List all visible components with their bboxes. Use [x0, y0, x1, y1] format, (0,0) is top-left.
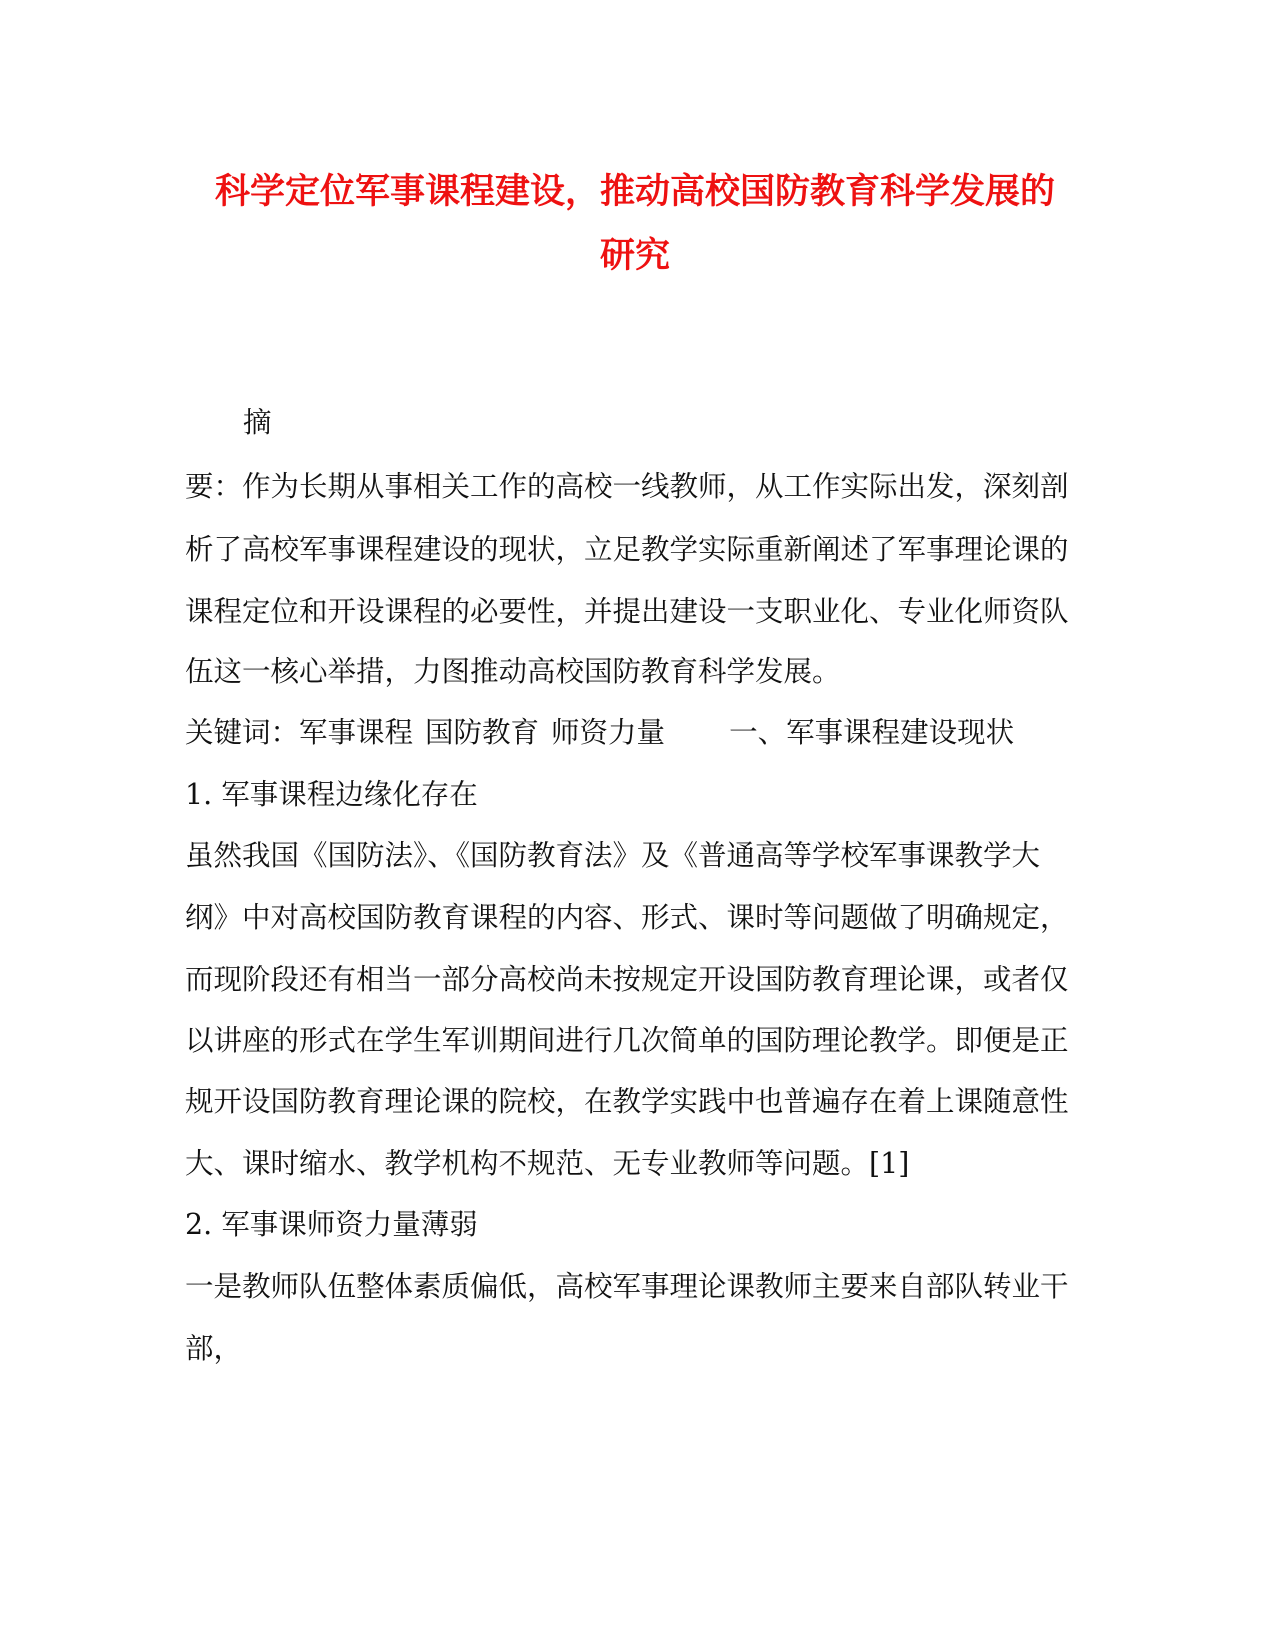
subsection-1-heading: 1. 军事课程边缘化存在 [185, 778, 478, 811]
subsection-1-line-3: 而现阶段还有相当一部分高校尚未按规定开设国防教育理论课，或者仅 [185, 963, 1069, 996]
subsection-1-line-1: 虽然我国《国防法》、《国防教育法》及《普通高等学校军事课教学大 [185, 839, 1041, 872]
document-title-line-1: 科学定位军事课程建设，推动高校国防教育科学发展的 [214, 171, 1055, 212]
subsection-2-heading: 2. 军事课师资力量薄弱 [185, 1208, 478, 1241]
subsection-1-line-6: 大、课时缩水、教学机构不规范、无专业教师等问题。[1] [185, 1147, 910, 1180]
subsection-2-line-2: 部， [185, 1332, 243, 1365]
subsection-1-line-2: 纲》中对高校国防教育课程的内容、形式、课时等问题做了明确规定， [185, 901, 1069, 934]
abstract-line-4: 伍这一核心举措，力图推动高校国防教育科学发展。 [185, 655, 841, 688]
subsection-2-line-1: 一是教师队伍整体素质偏低，高校军事理论课教师主要来自部队转业干 [185, 1270, 1069, 1303]
abstract-heading: 摘 [243, 406, 272, 439]
document-title-line-2: 研究 [599, 235, 670, 276]
subsection-1-line-4: 以讲座的形式在学生军训期间进行几次简单的国防理论教学。即便是正 [185, 1024, 1069, 1057]
keyword-item: 军事课程 [299, 716, 414, 749]
abstract-line-3: 课程定位和开设课程的必要性，并提出建设一支职业化、专业化师资队 [185, 595, 1069, 628]
section-1-heading: 一、军事课程建设现状 [729, 716, 1015, 749]
abstract-line-1: 要：作为长期从事相关工作的高校一线教师，从工作实际出发，深刻剖 [185, 470, 1069, 503]
subsection-1-line-5: 规开设国防教育理论课的院校，在教学实践中也普遍存在着上课随意性 [185, 1085, 1069, 1118]
abstract-line-2: 析了高校军事课程建设的现状，立足教学实际重新阐述了军事理论课的 [185, 533, 1069, 566]
keywords-line [185, 715, 1014, 751]
keyword-item: 国防教育 [425, 716, 540, 749]
keyword-item: 师资力量 [551, 716, 666, 749]
keywords-label: 关键词： [185, 716, 300, 749]
